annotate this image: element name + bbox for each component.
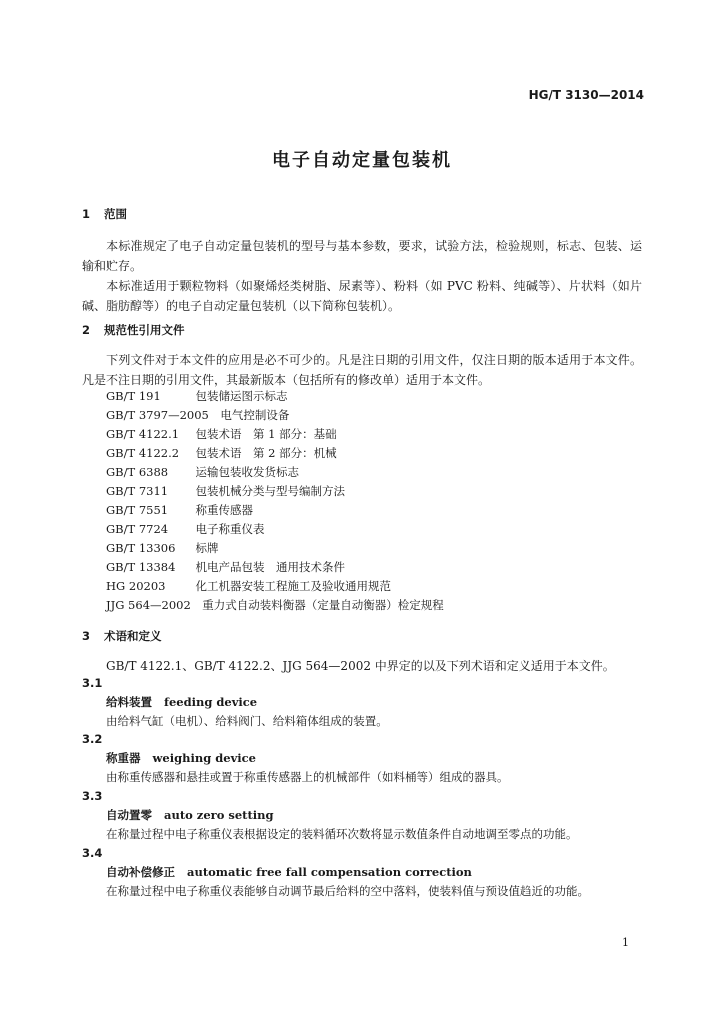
- clause-number: 3.2: [82, 732, 103, 746]
- reference-item: GB/T 13306 标牌: [106, 541, 219, 555]
- standard-number: HG/T 3130—2014: [528, 88, 644, 102]
- term-heading: 给料装置 feeding device: [106, 695, 258, 709]
- section-1-heading: [82, 206, 127, 222]
- document-title: 电子自动定量包装机: [272, 150, 452, 171]
- section-number: 2: [82, 323, 91, 337]
- reference-item: GB/T 13384 机电产品包装 通用技术条件: [106, 560, 345, 574]
- term-definition: 在称量过程中电子称重仪表根据设定的装料循环次数将显示数值条件自动地调至零点的功能。: [106, 827, 578, 841]
- reference-item: GB/T 3797—2005 电气控制设备: [106, 408, 290, 422]
- paragraph: 本标准规定了电子自动定量包装机的型号与基本参数，要求，试验方法，检验规则，标志、包装、运输和贮存。: [82, 239, 642, 273]
- section-number: 1: [82, 207, 91, 221]
- term-heading: 自动补偿修正 automatic free fall compensation correction: [106, 865, 472, 879]
- reference-item: GB/T 7551 称重传感器: [106, 503, 253, 517]
- reference-item: HG 20203 化工机器安装工程施工及验收通用规范: [106, 579, 391, 593]
- clause-number: 3.4: [82, 846, 103, 860]
- reference-item: GB/T 191 包装储运图示标志: [106, 389, 288, 403]
- paragraph: 下列文件对于本文件的应用是必不可少的。凡是注日期的引用文件，仅注日期的版本适用于本文件。凡是不注日期的引用文件，其最新版本（包括所有的修改单）适用于本文件。: [82, 353, 642, 387]
- page-number: 1: [622, 936, 629, 949]
- section-3-heading: [82, 628, 162, 644]
- clause-number: 3.3: [82, 789, 103, 803]
- paragraph: 本标准适用于颗粒物料（如聚烯烃类树脂、尿素等）、粉料（如 PVC 粉料、纯碱等）、片状料（如片碱、脂肪醇等）的电子自动定量包装机（以下简称包装机）。: [82, 279, 642, 313]
- section-2-heading: [82, 322, 185, 338]
- term-definition: 在称量过程中电子称重仪表能够自动调节最后给料的空中落料，使装料值与预设值趋近的功能。: [106, 884, 589, 898]
- section-title: 规范性引用文件: [104, 323, 185, 337]
- clause-number: 3.1: [82, 676, 103, 690]
- reference-item: GB/T 4122.2 包装术语 第 2 部分：机械: [106, 446, 337, 460]
- term-heading: 自动置零 auto zero setting: [106, 808, 274, 822]
- reference-item: JJG 564—2002 重力式自动装料衡器（定量自动衡器）检定规程: [106, 598, 444, 612]
- section-title: 范围: [104, 207, 127, 221]
- term-definition: 由给料气缸（电机）、给料阀门、给料箱体组成的装置。: [106, 714, 388, 728]
- reference-item: GB/T 4122.1 包装术语 第 1 部分：基础: [106, 427, 337, 441]
- reference-item: GB/T 7724 电子称重仪表: [106, 522, 265, 536]
- section-number: 3: [82, 629, 91, 643]
- reference-item: GB/T 6388 运输包装收发货标志: [106, 465, 299, 479]
- section-title: 术语和定义: [104, 629, 162, 643]
- term-definition: 由称重传感器和悬挂或置于称重传感器上的机械部件（如料桶等）组成的器具。: [106, 770, 509, 784]
- term-heading: 称重器 weighing device: [106, 751, 256, 765]
- reference-item: GB/T 7311 包装机械分类与型号编制方法: [106, 484, 345, 498]
- paragraph: GB/T 4122.1、GB/T 4122.2、JJG 564—2002 中界定的以及下列术语和定义适用于本文件。: [106, 659, 615, 673]
